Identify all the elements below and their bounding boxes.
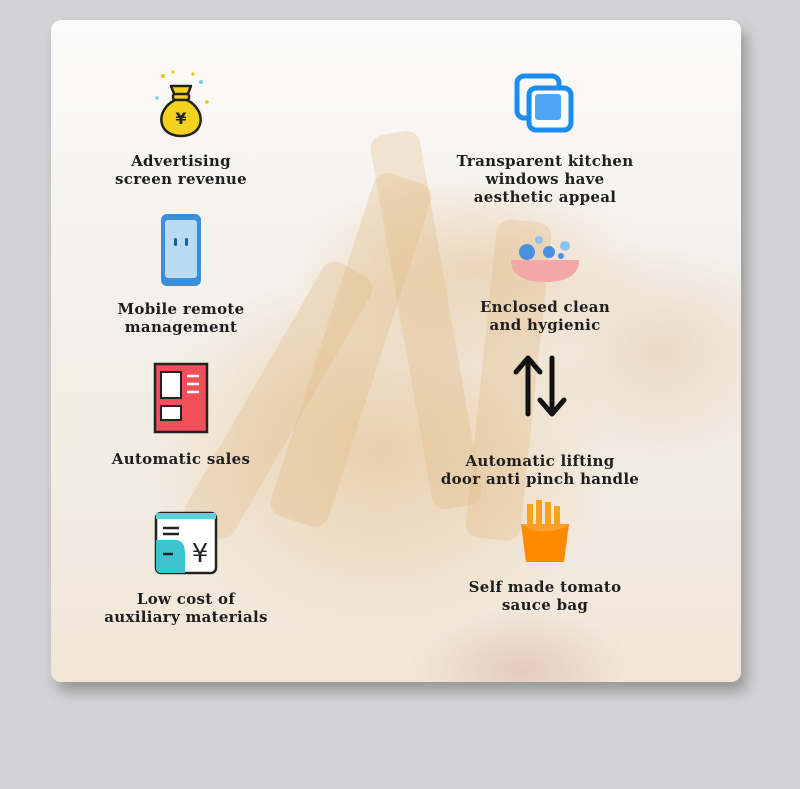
feature-label: Low cost of auxiliary materials bbox=[104, 590, 268, 626]
feature-enclosed-clean bbox=[455, 232, 635, 334]
feature-mobile bbox=[111, 212, 251, 336]
price-card-icon bbox=[153, 510, 219, 576]
clean-bowl-icon bbox=[509, 232, 581, 284]
feature-label: Mobile remote management bbox=[117, 300, 245, 336]
feature-card bbox=[51, 20, 741, 682]
feature-label: Transparent kitchen windows have aesthetic appeal bbox=[456, 152, 634, 206]
svg-text:¥: ¥ bbox=[175, 109, 187, 128]
fries-icon bbox=[517, 500, 573, 564]
feature-label: Automatic sales bbox=[111, 450, 251, 468]
vending-machine-icon bbox=[153, 362, 209, 434]
smartphone-icon bbox=[159, 212, 203, 288]
feature-label: Automatic lifting door anti pinch handle bbox=[440, 452, 640, 488]
svg-text:¥: ¥ bbox=[191, 539, 209, 569]
feature-advertising bbox=[111, 68, 251, 188]
feature-low-cost bbox=[101, 510, 271, 626]
window-icon bbox=[513, 72, 577, 136]
feature-automatic-sales bbox=[106, 362, 256, 468]
feature-label: Self made tomato sauce bag bbox=[468, 578, 622, 614]
feature-transparent-window bbox=[445, 72, 645, 206]
feature-tomato-sauce bbox=[455, 500, 635, 614]
feature-lifting-door bbox=[435, 354, 645, 488]
money-bag-icon bbox=[149, 68, 213, 140]
feature-label: Enclosed clean and hygienic bbox=[479, 298, 611, 334]
up-down-arrows-icon bbox=[510, 354, 570, 418]
feature-label: Advertising screen revenue bbox=[115, 152, 247, 188]
